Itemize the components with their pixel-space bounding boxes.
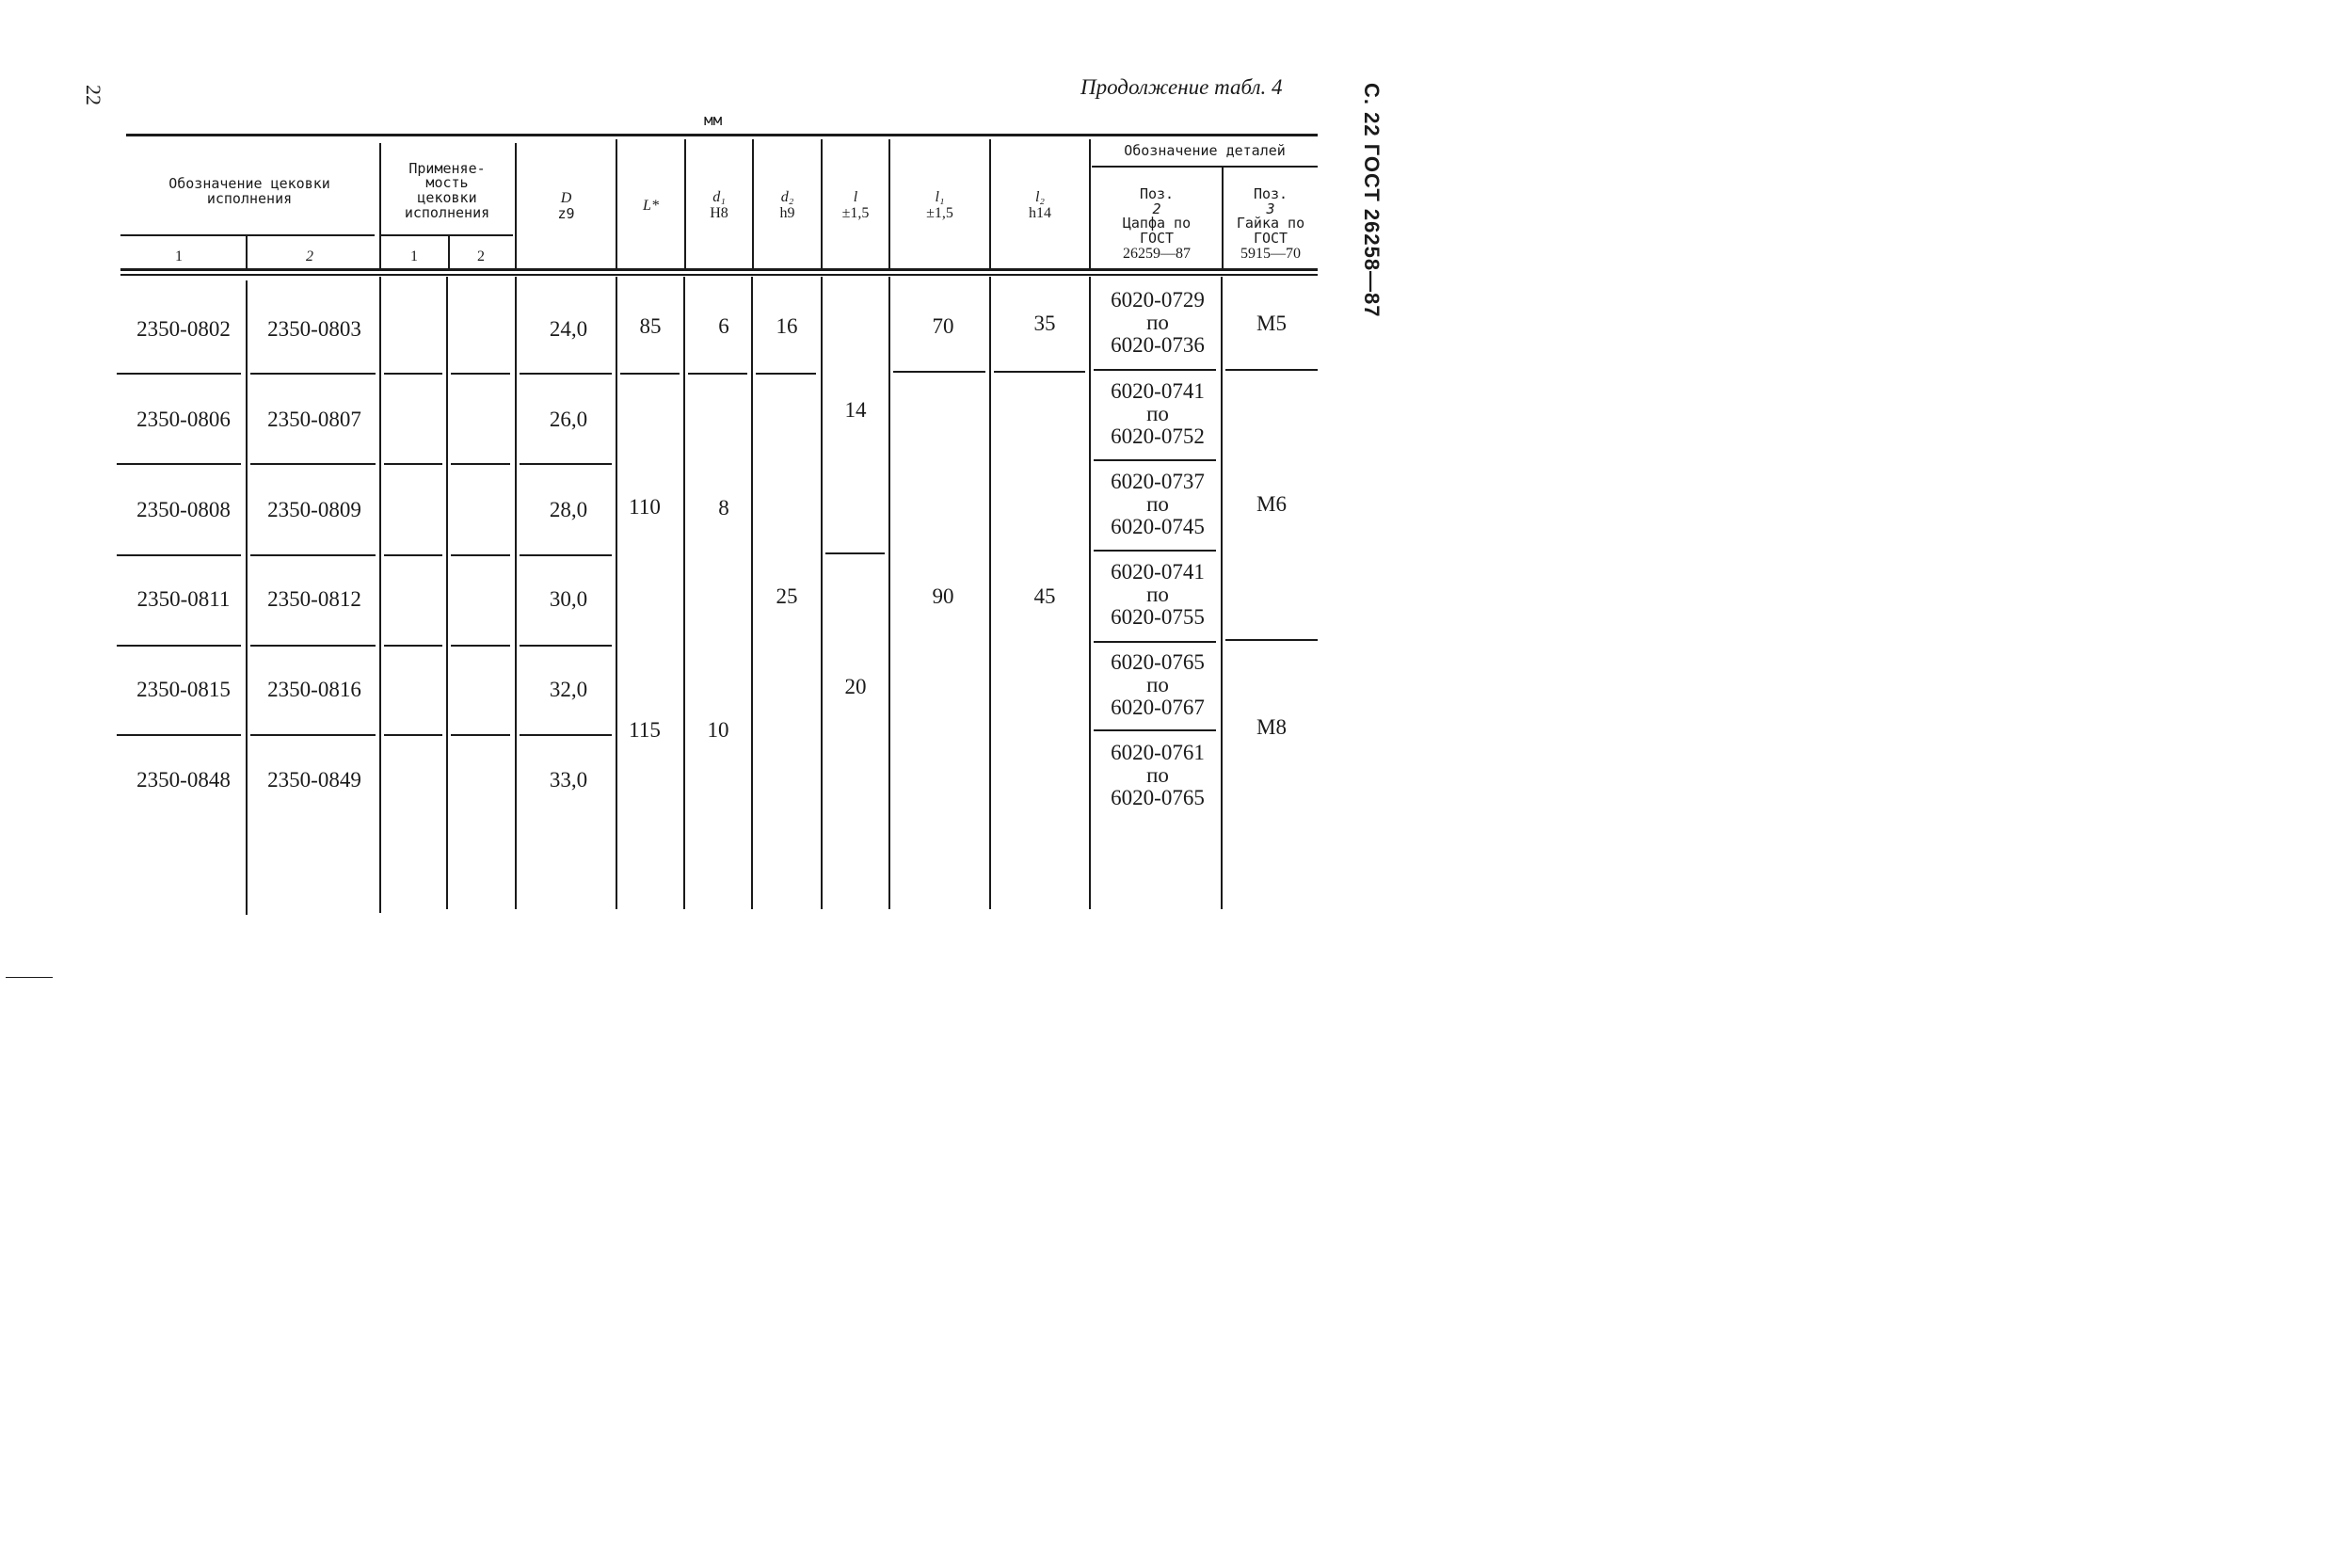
- cell-designation-1: 2350-0806: [136, 407, 231, 431]
- row-divider: [1094, 641, 1216, 643]
- row-divider: [1094, 729, 1216, 731]
- cell-l1: 70: [932, 313, 954, 338]
- cell-D: 28,0: [549, 497, 588, 521]
- header-D-symbol: D: [560, 189, 572, 206]
- side-title: С. 22 ГОСТ 26258—87: [1360, 83, 1384, 318]
- cell-pos2: 6020-0737 по 6020-0745: [1111, 469, 1205, 539]
- header-l2-tolerance: h14: [1029, 205, 1051, 221]
- cell-designation-2: 2350-0816: [267, 677, 361, 701]
- header-sub-2: 2: [306, 248, 313, 264]
- row-divider: [620, 373, 680, 375]
- row-divider: [384, 645, 442, 647]
- header-pos3-title: [1254, 172, 1288, 216]
- row-divider: [384, 734, 442, 736]
- header-d2: [754, 186, 821, 226]
- header-L: [617, 186, 684, 226]
- cell-l: 14: [844, 397, 867, 422]
- cell-D: 33,0: [549, 767, 588, 792]
- row-divider: [520, 554, 612, 556]
- cell-designation-2: 2350-0807: [267, 407, 361, 431]
- header-d1: [686, 186, 752, 226]
- row-divider: [1225, 639, 1318, 641]
- footer-rule: [6, 977, 53, 978]
- header-pos2: [1092, 183, 1222, 262]
- header-L-symbol: L*: [643, 197, 659, 214]
- cell-pos2: 6020-0765 по 6020-0767: [1111, 649, 1205, 720]
- cell-D: 32,0: [549, 677, 588, 701]
- header-D-tolerance: z9: [557, 204, 575, 222]
- row-divider: [117, 645, 241, 647]
- header-pos2-title: [1140, 172, 1174, 216]
- row-divider: [384, 373, 442, 375]
- header-divider: [1092, 166, 1318, 168]
- cell-pos2: 6020-0741 по 6020-0755: [1111, 559, 1205, 630]
- cell-pos2: 6020-0729 по 6020-0736: [1111, 287, 1205, 358]
- cell-pos3: M6: [1256, 491, 1287, 516]
- cell-designation-1: 2350-0848: [136, 767, 231, 792]
- row-divider: [384, 463, 442, 465]
- row-divider: [1094, 550, 1216, 552]
- row-divider: [688, 373, 747, 375]
- row-divider: [520, 734, 612, 736]
- row-divider: [117, 373, 241, 375]
- row-divider: [1225, 369, 1318, 371]
- body-col-line: [888, 277, 890, 909]
- row-divider: [520, 645, 612, 647]
- header-pos3-standard: 5915—70: [1240, 245, 1301, 262]
- header-l: [823, 186, 888, 226]
- header-l1-symbol: l₁: [935, 189, 945, 206]
- cell-D: 30,0: [549, 586, 588, 611]
- header-pos2-label: Поз.: [1139, 184, 1175, 202]
- body-col-line: [246, 280, 248, 915]
- units-label: мм: [704, 111, 723, 129]
- cell-designation-2: 2350-0812: [267, 586, 361, 611]
- header-col-line: [1089, 139, 1091, 269]
- body-col-line: [616, 277, 617, 909]
- cell-D: 24,0: [549, 316, 588, 341]
- row-divider: [384, 554, 442, 556]
- cell-pos3: M5: [1256, 311, 1287, 335]
- header-col-line: [448, 236, 450, 270]
- row-divider: [520, 373, 612, 375]
- header-designation: Обозначение цековки исполнения: [168, 174, 330, 207]
- cell-D: 26,0: [549, 407, 588, 431]
- header-divider: [381, 234, 513, 236]
- row-divider: [451, 734, 510, 736]
- header-d1-symbol: d₁: [712, 189, 726, 206]
- header-d1-tolerance: H8: [710, 205, 728, 221]
- header-l1: [890, 186, 989, 226]
- header-D: [517, 186, 616, 226]
- row-divider: [117, 463, 241, 465]
- header-pos2-standard: 26259—87: [1123, 245, 1191, 262]
- cell-designation-1: 2350-0815: [136, 677, 231, 701]
- continuation-caption: Продолжение табл. 4: [1080, 75, 1283, 99]
- cell-d1: 8: [718, 495, 729, 520]
- header-pos2-number: 2: [1152, 200, 1161, 217]
- cell-designation-1: 2350-0808: [136, 497, 231, 521]
- cell-l2: 35: [1033, 311, 1056, 335]
- body-col-line: [515, 277, 517, 909]
- row-divider: [250, 645, 376, 647]
- header-l1-tolerance: ±1,5: [926, 205, 953, 221]
- cell-designation-1: 2350-0802: [136, 316, 231, 341]
- header-pos3-name: Гайка по ГОСТ: [1236, 215, 1305, 248]
- cell-l2: 45: [1033, 584, 1056, 608]
- row-divider: [451, 373, 510, 375]
- cell-d1: 6: [718, 313, 729, 338]
- row-divider: [250, 463, 376, 465]
- body-col-line: [751, 277, 753, 909]
- header-applicability: Применяе- мость цековки исполнения: [404, 159, 490, 221]
- cell-L: 85: [639, 313, 662, 338]
- row-divider: [451, 554, 510, 556]
- row-divider: [451, 645, 510, 647]
- row-divider: [117, 554, 241, 556]
- row-divider: [250, 554, 376, 556]
- header-d2-symbol: d₂: [780, 189, 794, 206]
- cell-L: 110: [629, 494, 661, 519]
- row-divider: [994, 371, 1085, 373]
- row-divider: [250, 373, 376, 375]
- body-col-line: [379, 277, 381, 913]
- header-app-2: 2: [477, 248, 485, 264]
- header-l2-symbol: l₂: [1034, 189, 1045, 206]
- cell-d1: 10: [707, 717, 729, 742]
- header-pos3: [1224, 183, 1318, 262]
- cell-designation-2: 2350-0809: [267, 497, 361, 521]
- cell-pos2: 6020-0761 по 6020-0765: [1111, 740, 1205, 810]
- page-number: 22: [82, 85, 105, 105]
- header-l-tolerance: ±1,5: [841, 205, 870, 221]
- cell-L: 115: [629, 717, 661, 742]
- cell-l: 20: [844, 674, 867, 698]
- body-col-line: [821, 277, 823, 909]
- row-divider: [825, 552, 885, 554]
- row-divider: [893, 371, 985, 373]
- header-parts: Обозначение деталей: [1124, 142, 1286, 160]
- header-app-1: 1: [410, 248, 418, 264]
- row-divider: [1094, 369, 1216, 371]
- row-divider: [520, 463, 612, 465]
- cell-pos3: M8: [1256, 714, 1287, 739]
- header-sub-1: 1: [175, 248, 183, 264]
- header-bottom-border: [120, 268, 1318, 271]
- row-divider: [250, 734, 376, 736]
- row-divider: [451, 463, 510, 465]
- cell-d2: 25: [776, 584, 798, 608]
- cell-designation-2: 2350-0803: [267, 316, 361, 341]
- header-l2: [991, 186, 1089, 226]
- header-divider: [120, 234, 375, 236]
- header-l-symbol: l: [853, 189, 858, 206]
- table-top-border: [126, 134, 1318, 136]
- header-pos2-name: Цапфа по ГОСТ: [1122, 215, 1192, 248]
- header-bottom-border-2: [120, 274, 1318, 276]
- cell-designation-1: 2350-0811: [136, 586, 231, 611]
- header-d2-tolerance: h9: [779, 205, 795, 221]
- cell-pos2: 6020-0741 по 6020-0752: [1111, 378, 1205, 449]
- row-divider: [1094, 459, 1216, 461]
- header-col-line: [246, 236, 248, 270]
- body-col-line: [683, 277, 685, 909]
- header-pos3-number: 3: [1266, 200, 1275, 217]
- body-col-line: [446, 277, 448, 909]
- cell-d2: 16: [776, 313, 798, 338]
- row-divider: [756, 373, 816, 375]
- header-pos3-label: Поз.: [1253, 184, 1288, 202]
- row-divider: [117, 734, 241, 736]
- cell-designation-2: 2350-0849: [267, 767, 361, 792]
- cell-l1: 90: [932, 584, 954, 608]
